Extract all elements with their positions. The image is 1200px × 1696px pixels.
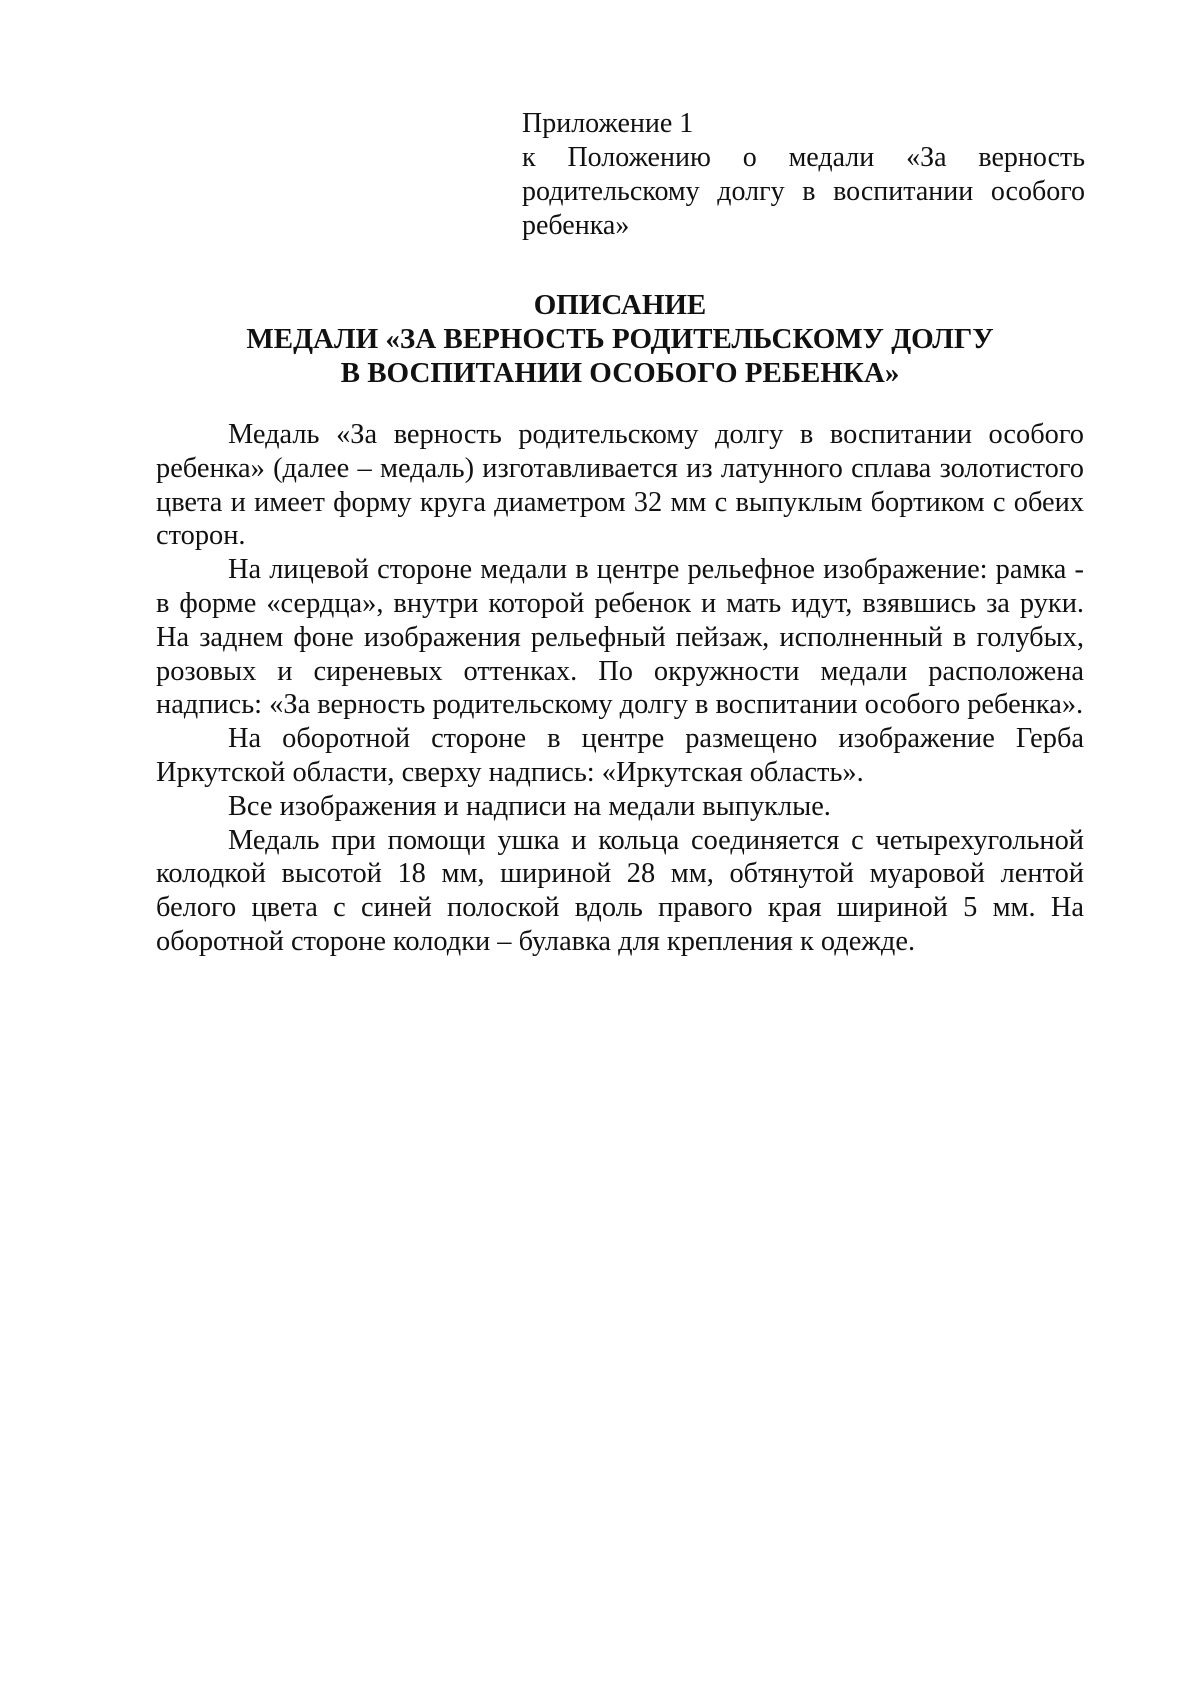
paragraph-ribbon: Медаль при помощи ушка и кольца соединяется с четырехугольной колодкой высотой 18 мм, шириной 28 мм, обтянутой муаровой лентой белого цвета с синей полоской вдоль правого края шириной 5 мм. На оборотной стороне колодки – булавка для крепления к одежде. xyxy=(156,824,1084,957)
paragraph-material: Медаль «За верность родительскому долгу в воспитании особого ребенка» (далее – медаль) изготавливается из латунного сплава золотистого цвета и имеет форму круга диаметром 32 мм с выпуклым бортиком с обеих сторон. xyxy=(156,419,1084,552)
attachment-note xyxy=(522,107,1085,243)
attachment-reference: к Положению о медали «За верность родительскому долгу в воспитании особого ребенка» xyxy=(522,142,1085,241)
heading-line-2: МЕДАЛИ «ЗА ВЕРНОСТЬ РОДИТЕЛЬСКОМУ ДОЛГУ xyxy=(246,323,994,355)
document-heading xyxy=(100,288,1140,390)
paragraph-obverse: На лицевой стороне медали в центре рельефное изображение: рамка - в форме «сердца», внутри которой ребенок и мать идут, взявшись за руки. На заднем фоне изображения рельефный пейзаж, исполненный в голубых, розовых и сиреневых оттенках. По окружности медали расположена надпись: «За верность родительскому долгу в воспитании особого ребенка». xyxy=(156,554,1084,721)
document-body xyxy=(156,418,1084,959)
heading-line-3: В ВОСПИТАНИИ ОСОБОГО РЕБЕНКА» xyxy=(340,357,900,389)
paragraph-relief: Все изображения и надписи на медали выпуклые. xyxy=(228,790,831,822)
attachment-title: Приложение 1 xyxy=(522,108,694,139)
heading-line-1: ОПИСАНИЕ xyxy=(533,289,707,321)
paragraph-reverse: На оборотной стороне в центре размещено изображение Герба Иркутской области, сверху надпись: «Иркутская область». xyxy=(156,723,1084,788)
